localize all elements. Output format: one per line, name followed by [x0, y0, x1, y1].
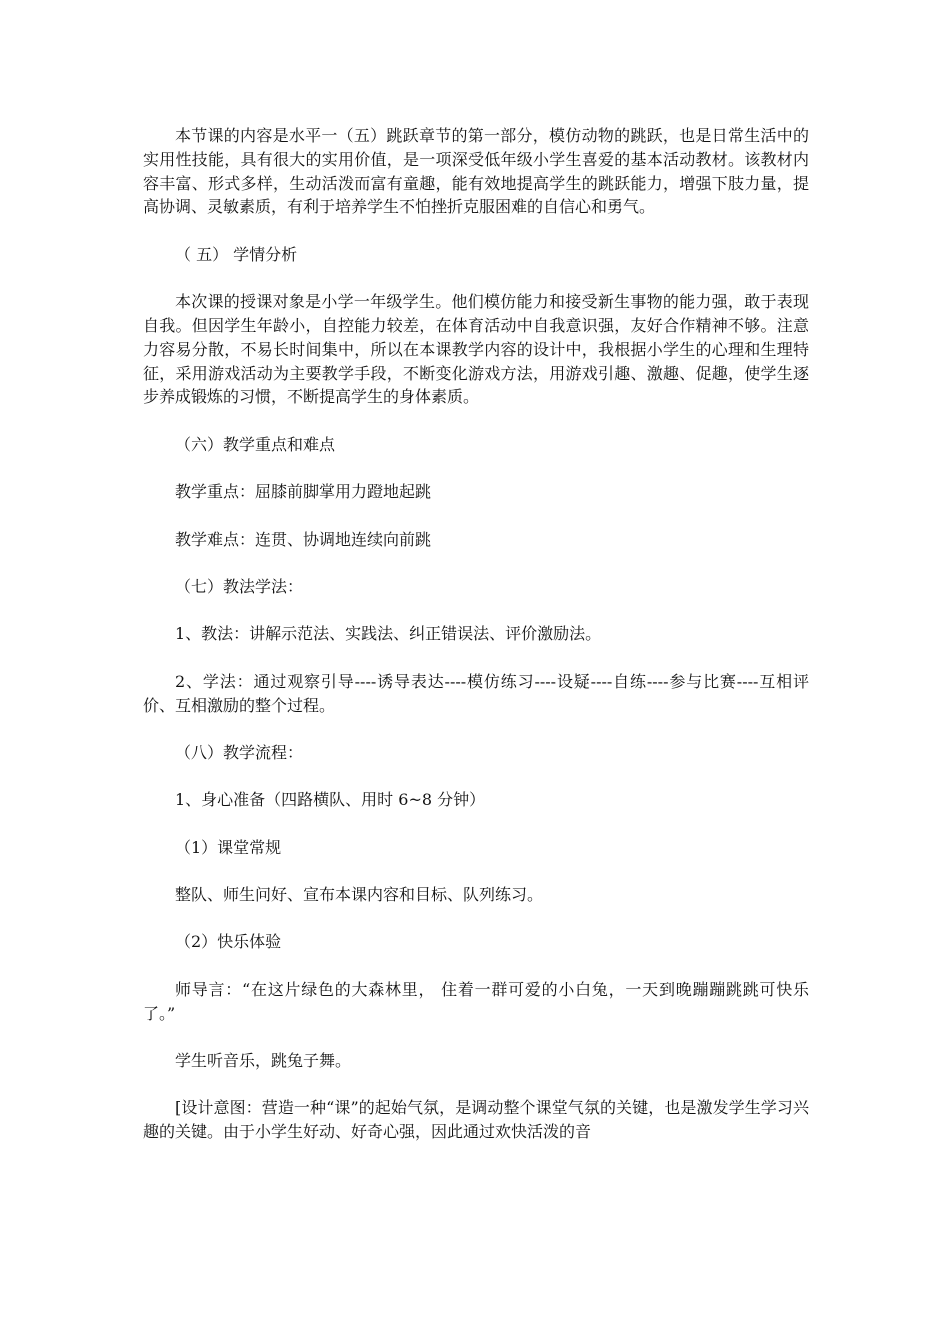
paragraph-gap	[143, 646, 809, 670]
heading-teaching-process: （八）教学流程：	[175, 742, 304, 762]
paragraph-gap	[143, 859, 809, 883]
paragraph-class-routine: 整队、师生问好、宣布本课内容和目标、队列练习。	[175, 885, 544, 905]
paragraph-gap	[143, 765, 809, 789]
paragraph-gap	[143, 812, 809, 836]
subheading-happy-experience: （2）快乐体验	[175, 932, 282, 952]
paragraph-design-intent: [设计意图：营造一种“课”的起始气氛，是调动整个课堂气氛的关键，也是激发学生学习兴趣的关键。由于小学生好动、好奇心强，因此通过欢快活泼的音	[143, 1098, 809, 1142]
paragraph-gap	[143, 954, 809, 978]
paragraph-teaching-method: 1、教法：讲解示范法、实践法、纠正错误法、评价激励法。	[175, 624, 602, 644]
paragraph-gap	[143, 1025, 809, 1049]
paragraph-gap	[143, 457, 809, 481]
paragraph-teacher-intro: 师导言：“在这片绿色的大森林里， 住着一群可爱的小白兔，一天到晚蹦蹦跳跳可快乐了。”	[143, 979, 809, 1023]
paragraph-gap	[143, 409, 809, 433]
subheading-class-routine: （1）课堂常规	[175, 837, 282, 857]
paragraph-difficult-point: 教学难点：连贯、协调地连续向前跳	[175, 529, 432, 549]
paragraph-gap	[143, 1073, 809, 1097]
paragraph-student-dance: 学生听音乐，跳兔子舞。	[175, 1051, 352, 1071]
paragraph-gap	[143, 504, 809, 528]
paragraph-gap	[143, 219, 809, 243]
paragraph-key-point: 教学重点：屈膝前脚掌用力蹬地起跳	[175, 482, 432, 502]
paragraph-gap	[143, 599, 809, 623]
paragraph-gap	[143, 717, 809, 741]
paragraph-lesson-content: 本节课的内容是水平一（五）跳跃章节的第一部分，模仿动物的跳跃，也是日常生活中的实用性技能，具有很大的实用价值，是一项深受低年级小学生喜爱的基本活动教材。该教材内容丰富、形式多样，生动活泼而富有童趣，能有效地提高学生的跳跃能力，增强下肢力量，提高协调、灵敏素质，有利于培养学生不怕挫折克服困难的自信心和勇气。	[143, 126, 809, 217]
paragraph-gap	[143, 907, 809, 931]
paragraph-gap	[143, 267, 809, 291]
paragraph-learner-analysis: 本次课的授课对象是小学一年级学生。他们模仿能力和接受新生事物的能力强，敢于表现自我。但因学生年龄小，自控能力较差，在体育活动中自我意识强，友好合作精神不够。注意力容易分散，不易长时间集中，所以在本课教学内容的设计中，我根据小学生的心理和生理特征，采用游戏活动为主要教学手段，不断变化游戏方法，用游戏引趣、激趣、促趣，使学生逐步养成锻炼的习惯，不断提高学生的身体素质。	[143, 292, 809, 407]
heading-learner-analysis: （ 五） 学情分析	[175, 244, 298, 264]
heading-key-points: （六）教学重点和难点	[175, 434, 336, 454]
paragraph-learning-method: 2、学法：通过观察引导----诱导表达----模仿练习----设疑----自练----参与比赛----互相评价、互相激励的整个过程。	[143, 671, 809, 715]
document-body	[143, 124, 809, 1144]
heading-teaching-methods: （七）教法学法：	[175, 576, 304, 596]
paragraph-gap	[143, 551, 809, 575]
paragraph-warmup: 1、身心准备（四路横队、用时 6~8 分钟）	[175, 790, 486, 810]
